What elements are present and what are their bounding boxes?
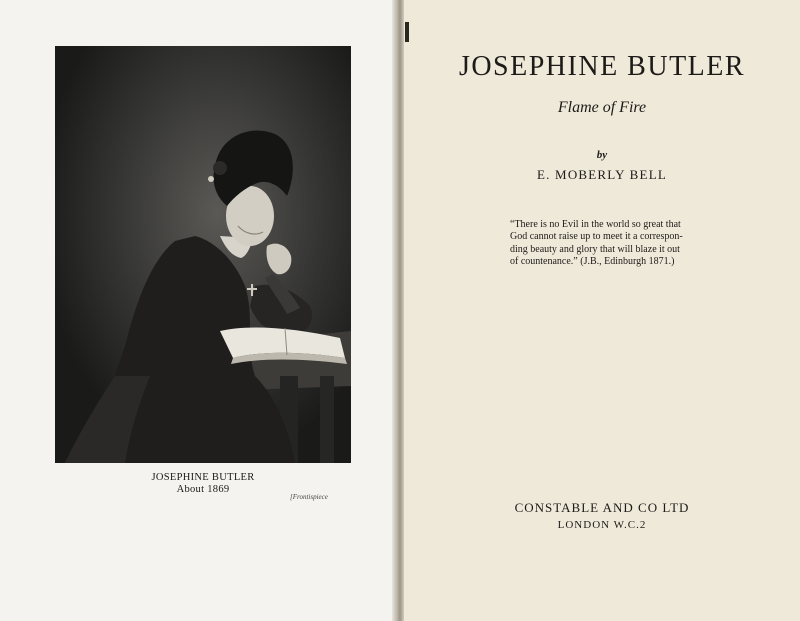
page-edge-mark bbox=[405, 22, 409, 42]
frontispiece-caption-name: JOSEPHINE BUTLER bbox=[151, 472, 255, 483]
epigraph-line: of countenance.” (J.B., Edinburgh 1871.) bbox=[510, 256, 675, 268]
book-subtitle: Flame of Fire bbox=[557, 99, 647, 116]
epigraph-line: ding beauty and glory that will blaze it out bbox=[510, 243, 680, 255]
epigraph-line: God cannot raise up to meet it a correspon- bbox=[510, 231, 683, 243]
author-name: E. MOBERLY BELL bbox=[537, 167, 667, 182]
book-title: JOSEPHINE BUTLER bbox=[458, 51, 746, 82]
frontispiece-photo bbox=[55, 46, 351, 463]
epigraph-line: “There is no Evil in the world so great that bbox=[510, 219, 681, 230]
by-line: by bbox=[596, 149, 608, 161]
frontispiece-caption-date: About 1869 bbox=[176, 484, 230, 495]
publisher-location: LONDON W.C.2 bbox=[557, 519, 647, 531]
epigraph bbox=[510, 219, 730, 269]
portrait-illustration bbox=[55, 46, 351, 463]
publisher-name: CONSTABLE AND CO LTD bbox=[514, 500, 690, 515]
frontispiece-plate-label: [Frontispiece bbox=[290, 493, 328, 501]
